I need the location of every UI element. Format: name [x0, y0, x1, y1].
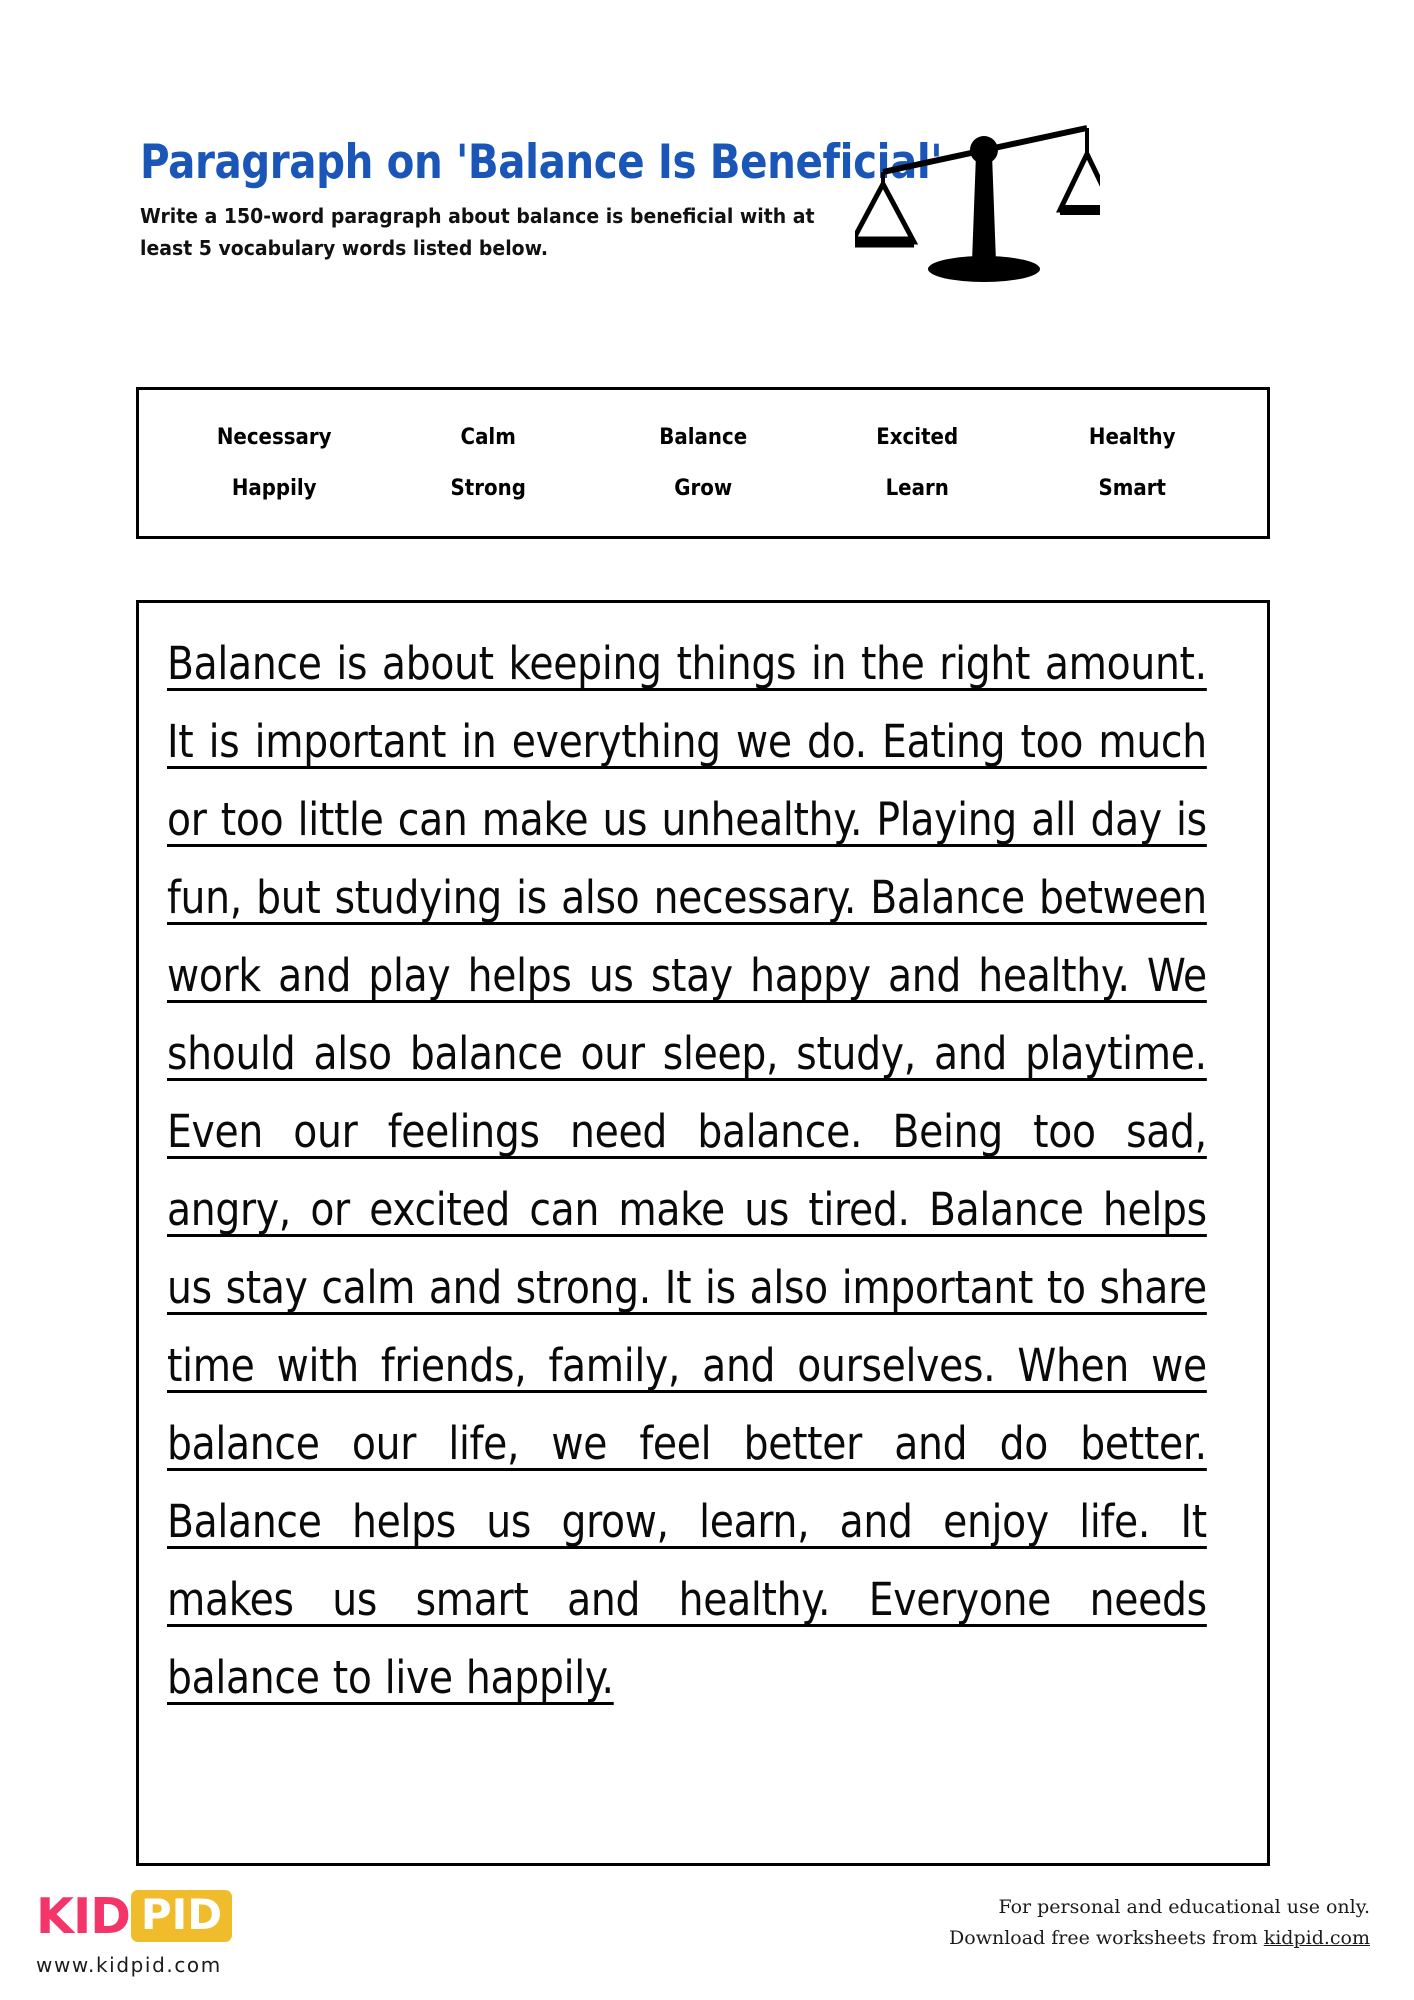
vocabulary-word: Excited [876, 425, 959, 450]
vocabulary-word: Learn [885, 476, 950, 501]
logo-website-url: www.kidpid.com [36, 1953, 222, 1977]
kidpid-footer-link[interactable]: kidpid.com [1263, 1927, 1370, 1949]
vocabulary-row [167, 476, 1239, 501]
logo-lockup [36, 1888, 232, 1944]
answer-paragraph: Balance is about keeping things in the right amount. It is important in everything we do. Eating too much or too little can make us unhealthy. Playing all day is fun, but studying is also necessary. Balance between work and play helps us stay happy and healthy. We should also balance our sleep, study, and playtime. Even our feelings need balance. Being too sad, angry, or excited can make us tired. Balance helps us stay calm and strong. It is also important to share time with friends, family, and ourselves. When we balance our life, we feel better and do better. Balance helps us grow, learn, and enjoy life. It makes us smart and healthy. Everyone needs balance to live happily. [167, 637, 1207, 1704]
vocabulary-word: Healthy [1088, 425, 1176, 450]
vocabulary-row [167, 425, 1239, 450]
page-footer [0, 1880, 1414, 2000]
vocabulary-word: Necessary [216, 425, 332, 450]
vocabulary-word: Smart [1098, 476, 1166, 501]
vocabulary-word: Happily [231, 476, 317, 501]
logo-kid-text: KID [36, 1887, 130, 1945]
answer-box[interactable] [136, 600, 1270, 1866]
footer-note-line1: For personal and educational use only. [998, 1896, 1370, 1918]
balance-scale-icon [855, 92, 1100, 307]
footer-note-line2 [949, 1923, 1370, 1954]
vocabulary-word: Calm [460, 425, 517, 450]
page-title: Paragraph on 'Balance Is Beneficial' [140, 135, 943, 190]
footer-note-prefix: Download free worksheets from [949, 1927, 1264, 1949]
vocabulary-word: Strong [450, 476, 527, 501]
page-instructions: Write a 150-word paragraph about balance is beneficial with at least 5 vocabulary words listed below. [140, 204, 815, 261]
vocabulary-word-bank [136, 387, 1270, 539]
footer-usage-note [949, 1892, 1370, 1954]
vocabulary-word: Grow [674, 476, 732, 501]
vocabulary-word: Balance [659, 425, 747, 450]
kidpid-logo [36, 1888, 232, 1977]
logo-pid-text: PID [131, 1890, 232, 1942]
